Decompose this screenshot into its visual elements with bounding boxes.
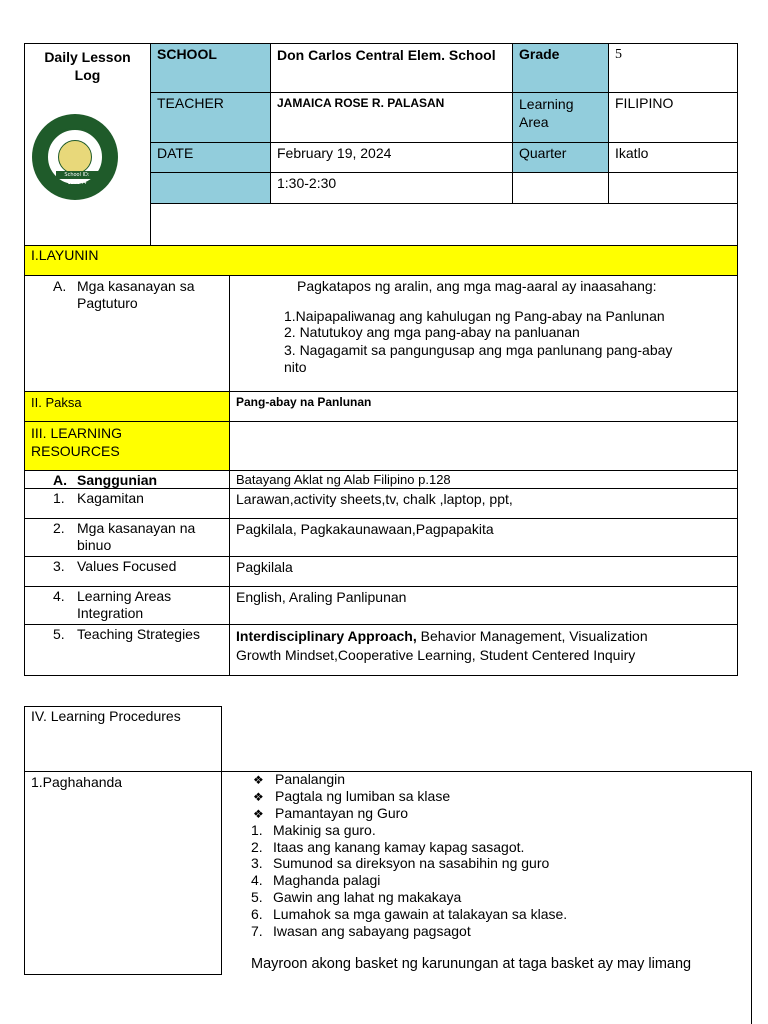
resources-heading-line1: III. LEARNING [31,425,123,441]
resource-row-sanggunian-label [24,470,230,489]
quarter-label-cell [512,142,609,173]
school-value: Don Carlos Central Elem. School [277,47,496,63]
numbered-item: 5. Gawin ang lahat ng makakaya [251,889,462,905]
bullet-item: ❖ Pamantayan ng Guro [253,805,409,821]
resource-marker: 2. [53,520,65,536]
paksa-label: II. Paksa [31,395,82,410]
quarter-value-cell [608,142,738,173]
layunin-content-cell [229,275,738,392]
time-empty-cell-2 [608,172,738,204]
procedure-content-right-border [751,771,752,1024]
grade-value: 5 [615,47,622,62]
bullet-item: ❖ Pagtala ng lumiban sa klase [253,788,451,804]
resource-row-kagamitan-label [24,488,230,519]
layunin-label-cell [24,275,230,392]
resource-value: English, Araling Panlipunan [236,589,407,605]
resource-label: Mga kasanayan na [77,520,196,536]
resource-value: Batayang Aklat ng Alab Filipino p.128 [236,472,451,487]
resource-marker: 1. [53,490,65,506]
time-value-cell [270,172,513,204]
strategy-line1: Behavior Management, Visualization [416,628,648,644]
resource-label-line2: binuo [77,537,112,553]
bullet-diamond-icon: ❖ [253,773,264,787]
resource-label-line2: Integration [77,605,144,621]
paksa-label-cell [24,391,230,422]
resource-row-sanggunian-value [229,470,738,489]
layunin-label-line1: Mga kasanayan sa [77,278,195,294]
date-label: DATE [157,145,194,161]
resource-label: Teaching Strategies [77,626,200,642]
resource-row-integration-value [229,586,738,625]
objective-3-line2: nito [284,359,307,375]
resource-row-kagamitan-value [229,488,738,519]
resources-heading-line2: RESOURCES [31,443,120,459]
date-label-cell [150,142,271,173]
resource-row-kasanayan-value [229,518,738,557]
numbered-item: 2. Itaas ang kanang kamay kapag sasagot. [251,839,525,855]
date-value-cell [270,142,513,173]
quarter-value: Ikatlo [615,145,649,161]
layunin-heading-cell [24,245,738,276]
time-label-cell [150,172,271,204]
layunin-intro: Pagkatapos ng aralin, ang mga mag-aaral ay inaasahang: [297,278,657,294]
layunin-label-line2: Pagtuturo [77,295,138,311]
bullet-diamond-icon: ❖ [253,807,264,821]
paksa-value: Pang-abay na Panlunan [236,395,372,409]
paksa-value-cell [229,391,738,422]
school-label-cell [150,43,271,93]
strategy-emphasis: Interdisciplinary Approach, [236,628,417,644]
resource-row-values-value [229,556,738,587]
objective-2: 2. Natutukoy ang mga pang-abay na panluanan [284,324,580,340]
resource-label: Kagamitan [77,490,144,506]
numbered-item: 4. Maghanda palagi [251,872,381,888]
numbered-item: 6. Lumahok sa mga gawain at talakayan sa klase. [251,906,568,922]
resource-value: Pagkilala [236,559,293,575]
numbered-item: 7. Iwasan ang sabayang pagsagot [251,923,471,939]
grade-label: Grade [519,46,560,62]
document-title: Daily Lesson Log [44,49,131,83]
quarter-label: Quarter [519,145,567,161]
resource-label: Learning Areas [77,588,172,604]
school-seal-logo [32,114,118,200]
procedure-step-label: 1.Paghahanda [31,774,123,790]
grade-label-cell [512,43,609,93]
resource-row-kasanayan-label [24,518,230,557]
layunin-heading: I.LAYUNIN [31,247,99,263]
bullet-item: ❖ Panalangin [253,771,346,787]
resource-value: Pagkilala, Pagkakaunawaan,Pagpapakita [236,521,494,537]
resource-marker: 5. [53,626,65,642]
school-label: SCHOOL [157,46,217,62]
layunin-label-letter: A. [53,278,67,294]
procedure-step-label-cell [24,771,222,975]
resource-label: Sanggunian [77,472,158,488]
learning-area-value: FILIPINO [615,95,674,111]
procedures-heading: IV. Learning Procedures [31,708,181,724]
header-empty-row [150,203,738,246]
resource-row-strategies-value [229,624,738,676]
seal-school-id: School ID: 126344 [56,171,98,179]
resources-heading-cell [24,421,230,471]
resource-row-strategies-label [24,624,230,676]
date-value: February 19, 2024 [277,145,392,161]
objective-3-line1: 3. Nagagamit sa pangungusap ang mga panlunang pang-abay [284,342,673,358]
learning-area-label: Learning Area [519,96,574,130]
objective-1: 1.Naipapaliwanag ang kahulugan ng Pang-abay na Panlunan [284,308,665,324]
resource-label: Values Focused [77,558,177,574]
teacher-value-cell [270,92,513,143]
bullet-diamond-icon: ❖ [253,790,264,804]
resource-marker: A. [53,472,67,488]
strategy-line2: Growth Mindset,Cooperative Learning, Student Centered Inquiry [236,647,636,663]
resource-marker: 3. [53,558,65,574]
learning-area-value-cell [608,92,738,143]
teacher-label-cell [150,92,271,143]
resource-row-values-label [24,556,230,587]
learning-area-label-cell [512,92,609,143]
grade-value-cell [608,43,738,93]
resource-marker: 4. [53,588,65,604]
procedure-closing-text: Mayroon akong basket ng karunungan at taga basket ay may limang [251,956,692,972]
resource-row-integration-label [24,586,230,625]
time-empty-cell-1 [512,172,609,204]
numbered-item: 3. Sumunod sa direksyon na sasabihin ng guro [251,855,550,871]
school-value-cell [270,43,513,93]
resources-heading-empty [229,421,738,471]
procedures-heading-cell [24,706,222,772]
teacher-label: TEACHER [157,95,224,111]
numbered-item: 1. Makinig sa guro. [251,822,376,838]
teacher-value: JAMAICA ROSE R. PALASAN [277,96,445,110]
time-value: 1:30-2:30 [277,175,337,191]
resource-value: Larawan,activity sheets,tv, chalk ,laptop, ppt, [236,491,513,507]
